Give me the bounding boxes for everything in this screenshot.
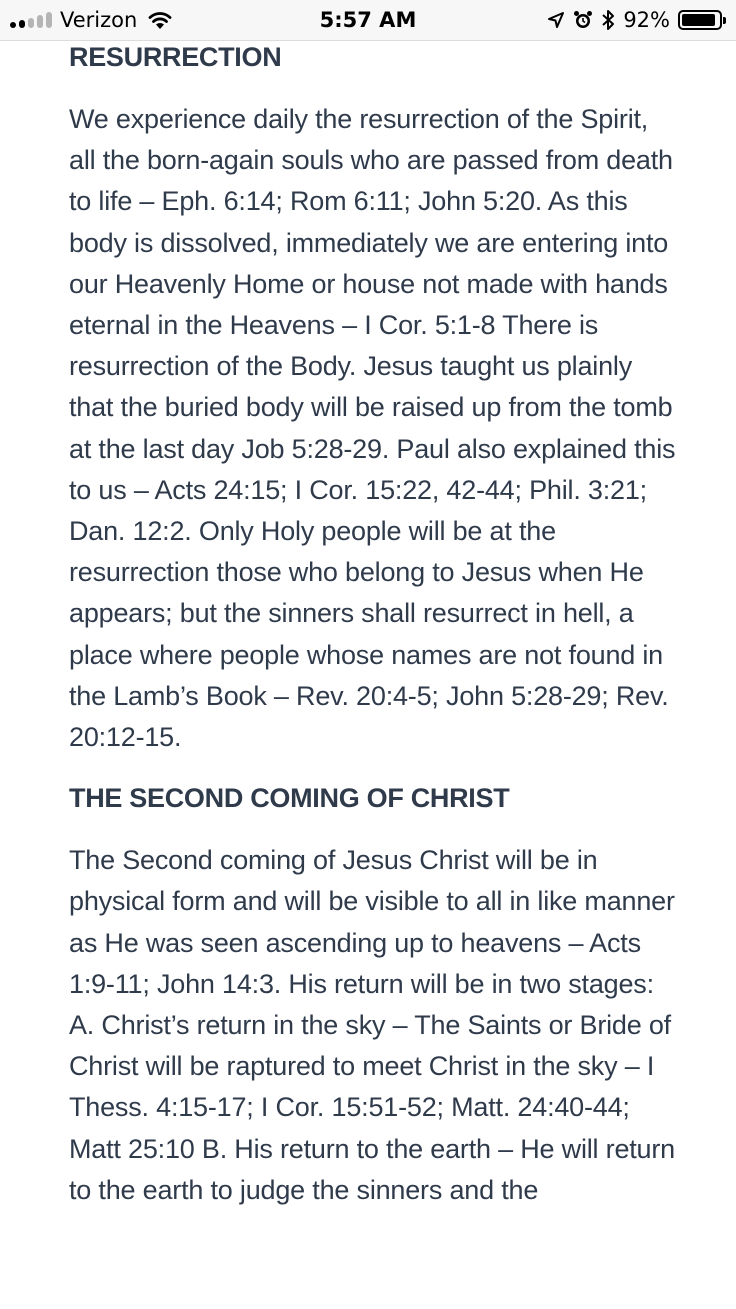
status-right <box>547 7 722 33</box>
carrier-label: Verizon <box>60 8 138 32</box>
clock: 5:57 AM <box>319 8 417 32</box>
battery-icon <box>678 10 722 30</box>
article-content <box>69 37 679 1211</box>
battery-level <box>682 14 715 26</box>
section-body-second-coming: The Second coming of Jesus Christ will be in physical form and will be visible to all in like manner as He was seen ascending up to heavens – Acts 1:9-11; John 14:3. His return will be in two stages: A. Christ’s return in the sky – The Saints or Bride of Christ will be raptured to meet Christ in the sky – I Thess. 4:15-17; I Cor. 15:51-52; Matt. 24:40-44; Matt 25:10 B. His return to the earth – He will return to the earth to judge the sinners and the <box>69 845 675 1205</box>
status-bar <box>0 0 736 41</box>
section-heading-second-coming: THE SECOND COMING OF CHRIST <box>69 783 510 814</box>
section-heading-resurrection: RESURRECTION <box>69 42 282 72</box>
battery-percent: 92% <box>623 8 670 32</box>
location-arrow-icon <box>547 11 565 29</box>
section-body-resurrection: We experience daily the resurrection of the Spirit, all the born-again souls who are passed from death to life – Eph. 6:14; Rom 6:11; John 5:20. As this body is dissolved, immediately we are entering into our Heavenly Home or house not made with hands eternal in the Heavens – I Cor. 5:1-8 There is resurrection of the Body. Jesus taught us plainly that the buried body will be raised up from the tomb at the last day Job 5:28-29. Paul also explained this to us – Acts 24:15; I Cor. 15:22, 42-44; Phil. 3:21; Dan. 12:2. Only Holy people will be at the resurrection those who belong to Jesus when He appears; but the sinners shall resurrect in hell, a place where people whose names are not found in the Lamb’s Book – Rev. 20:4-5; John 5:28-29; Rev. 20:12-15. <box>69 104 676 753</box>
alarm-icon <box>573 10 593 30</box>
bluetooth-icon <box>601 9 615 31</box>
